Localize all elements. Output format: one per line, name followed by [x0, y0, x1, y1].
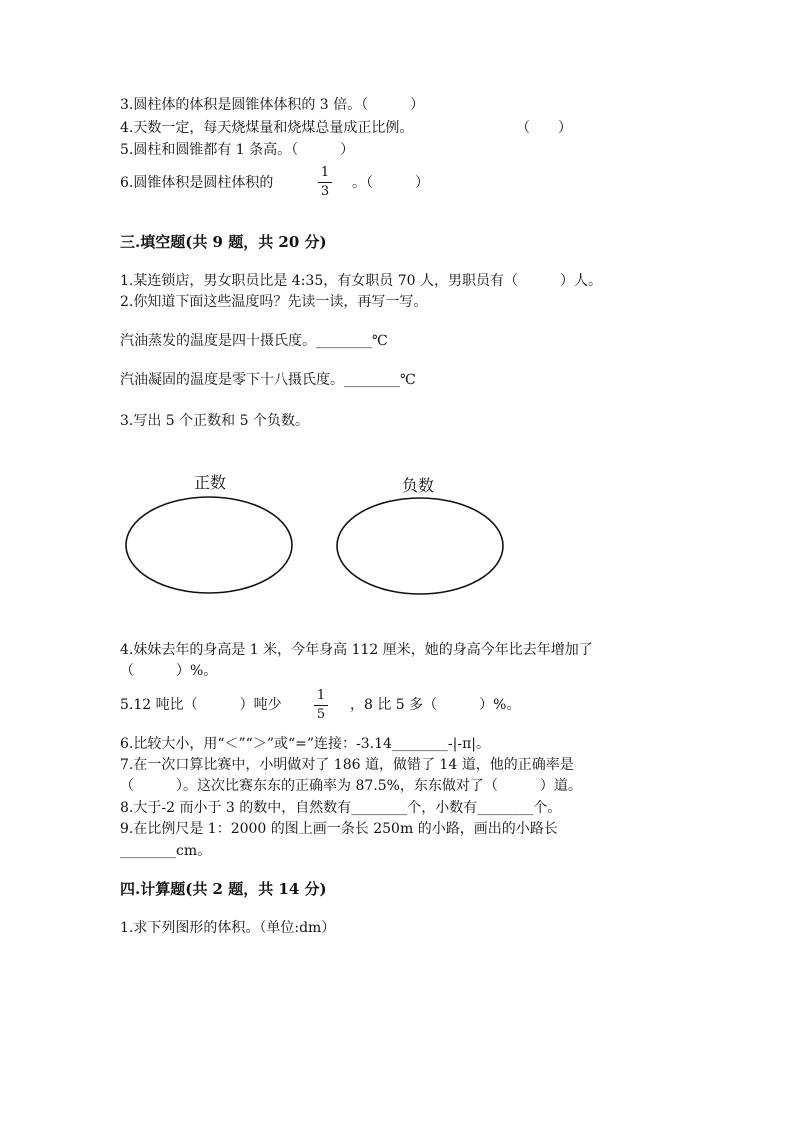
- judgement-q4: 4.天数一定，每天烧煤量和烧煤总量成正比例。: [120, 120, 414, 136]
- fill-q7-cont: （ ）。这次比赛东东的正确率为 87.5%，东东做对了（ ）道。: [120, 778, 582, 794]
- fill-q5-cont: ，8 比 5 多（ ）%。: [350, 697, 521, 713]
- fill-q5: 5.12 吨比（ ）吨少: [120, 697, 282, 713]
- fill-q1: 1.某连锁店，男女职员比是 4:35，有女职员 70 人，男职员有（ ）人。: [120, 273, 602, 289]
- fraction-denominator: 5: [316, 707, 326, 722]
- judgement-q6-bracket: 。（ ）: [352, 175, 429, 191]
- fill-q3: 3.写出 5 个正数和 5 个负数。: [120, 413, 309, 429]
- fraction-one-fifth: [314, 688, 328, 723]
- fill-q9: 9.在比例尺是 1：2000 的图上画一条长 250m 的小路，画出的小路长: [120, 821, 558, 837]
- negative-numbers-label: 负数: [402, 476, 435, 495]
- judgement-q3: 3.圆柱体的体积是圆锥体体积的 3 倍。（ ）: [120, 97, 425, 113]
- fill-q4-answer: （ ）%。: [120, 663, 218, 679]
- judgement-q4-bracket: （ ）: [516, 120, 572, 136]
- fill-q6: 6.比较大小，用“＜”“＞”或“=”连接：-3.14________-|-π|。: [120, 736, 491, 752]
- positive-numbers-label: 正数: [194, 473, 227, 492]
- fraction-denominator: 3: [320, 184, 330, 199]
- negative-numbers-ellipse: [337, 498, 503, 594]
- fraction-bar: [314, 705, 328, 706]
- fill-q2b: 汽油凝固的温度是零下十八摄氏度。________℃: [120, 372, 416, 388]
- fill-q2a: 汽油蒸发的温度是四十摄氏度。________℃: [120, 333, 388, 349]
- calc-q1: 1.求下列图形的体积。（单位:dm）: [120, 920, 336, 936]
- fill-q8: 8.大于-2 而小于 3 的数中，自然数有________个，小数有________个。: [120, 800, 562, 816]
- judgement-q5: 5.圆柱和圆锥都有 1 条高。（ ）: [120, 142, 355, 158]
- fill-q4: 4.妹妹去年的身高是 1 米，今年身高 112 厘米，她的身高今年比去年增加了: [120, 642, 593, 658]
- section3-title: 三.填空题(共 9 题，共 20 分): [120, 233, 327, 251]
- fraction-numerator: 1: [320, 165, 330, 180]
- positive-numbers-ellipse: [126, 497, 292, 593]
- fill-q2: 2.你知道下面这些温度吗？先读一读，再写一写。: [120, 294, 428, 310]
- section4-title: 四.计算题(共 2 题，共 14 分): [120, 880, 327, 898]
- judgement-q6: 6.圆锥体积是圆柱体积的: [120, 175, 274, 191]
- fill-q9-cont: ________cm。: [120, 843, 212, 859]
- fraction-numerator: 1: [316, 688, 326, 703]
- fill-q7: 7.在一次口算比赛中，小明做对了 186 道，做错了 14 道，他的正确率是: [120, 757, 574, 773]
